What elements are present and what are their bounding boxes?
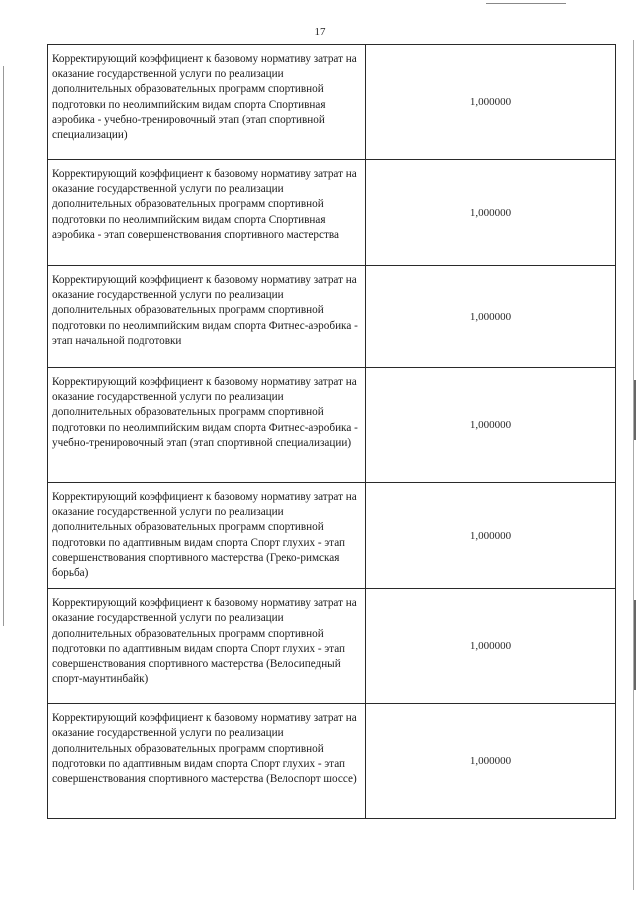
description-cell: Корректирующий коэффициент к базовому нормативу затрат на оказание государственной услуги по реализации дополнительных образовательных программ спортивной подготовки по неолимпийским видам спорта Фитнес-аэробика - учебно-тренировочный этап (этап спортивной специализации) [48, 368, 366, 483]
value-cell: 1,000000 [366, 589, 616, 704]
value-cell: 1,000000 [366, 45, 616, 160]
page-number: 17 [314, 26, 326, 38]
scan-left-edge [3, 66, 4, 626]
table-row [48, 589, 616, 704]
value-cell: 1,000000 [366, 266, 616, 368]
table-row [48, 266, 616, 368]
value-cell: 1,000000 [366, 160, 616, 266]
description-cell: Корректирующий коэффициент к базовому нормативу затрат на оказание государственной услуги по реализации дополнительных образовательных программ спортивной подготовки по неолимпийским видам спорта Спортивная аэробика - учебно-тренировочный этап (этап спортивной специализации) [48, 45, 366, 160]
scan-top-mark [486, 3, 566, 4]
value-cell: 1,000000 [366, 704, 616, 819]
scan-right-edge [633, 40, 634, 890]
scan-right-mark [634, 600, 636, 690]
table-row [48, 483, 616, 589]
scan-right-mark [634, 380, 636, 440]
value-cell: 1,000000 [366, 368, 616, 483]
description-cell: Корректирующий коэффициент к базовому нормативу затрат на оказание государственной услуги по реализации дополнительных образовательных программ спортивной подготовки по адаптивным видам спорта Спорт глухих - этап совершенствования спортивного мастерства (Греко-римская борьба) [48, 483, 366, 589]
value-cell: 1,000000 [366, 483, 616, 589]
table-row [48, 704, 616, 819]
table-row [48, 368, 616, 483]
coefficients-table [47, 44, 616, 819]
description-cell: Корректирующий коэффициент к базовому нормативу затрат на оказание государственной услуги по реализации дополнительных образовательных программ спортивной подготовки по неолимпийским видам спорта Фитнес-аэробика - этап начальной подготовки [48, 266, 366, 368]
description-cell: Корректирующий коэффициент к базовому нормативу затрат на оказание государственной услуги по реализации дополнительных образовательных программ спортивной подготовки по адаптивным видам спорта Спорт глухих - этап совершенствования спортивного мастерства (Велоспорт шоссе) [48, 704, 366, 819]
description-cell: Корректирующий коэффициент к базовому нормативу затрат на оказание государственной услуги по реализации дополнительных образовательных программ спортивной подготовки по адаптивным видам спорта Спорт глухих - этап совершенствования спортивного мастерства (Велосипедный спорт-маунтинбайк) [48, 589, 366, 704]
table-row [48, 160, 616, 266]
table-row [48, 45, 616, 160]
description-cell: Корректирующий коэффициент к базовому нормативу затрат на оказание государственной услуги по реализации дополнительных образовательных программ спортивной подготовки по неолимпийским видам спорта Спортивная аэробика - этап совершенствования спортивного мастерства [48, 160, 366, 266]
